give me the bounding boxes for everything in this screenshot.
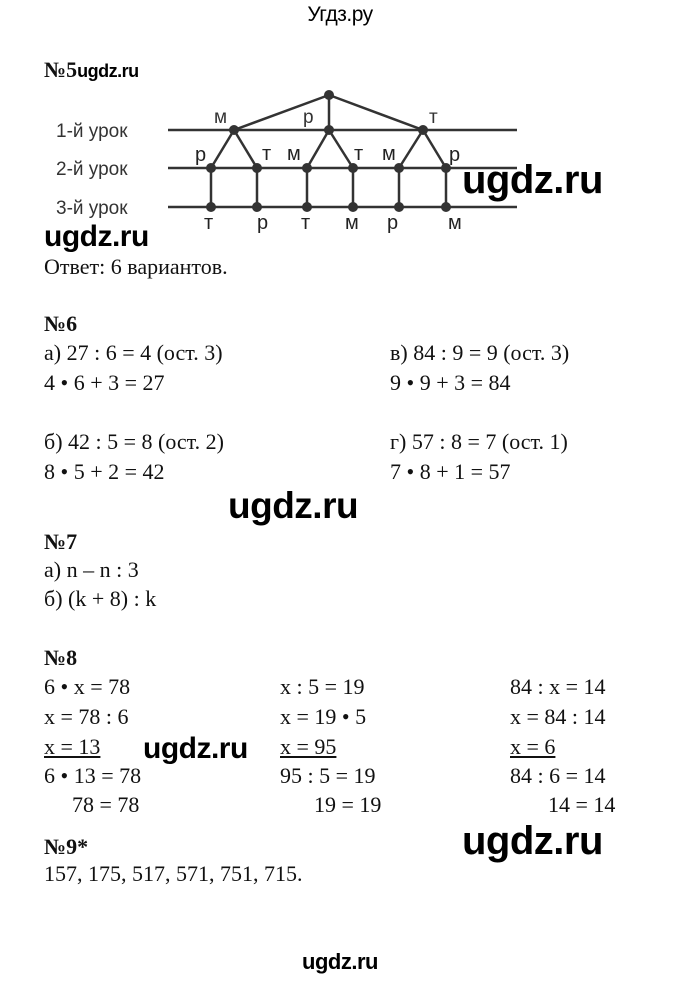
node-label: р (449, 144, 461, 166)
task8-line: 95 : 5 = 19 (280, 763, 376, 788)
task8-result: x = 95 (280, 734, 337, 759)
task9-number: №9* (44, 834, 89, 859)
watermark: ugdz.ru (228, 485, 359, 526)
task8-line: 6 • x = 78 (44, 674, 131, 699)
task8-line: 84 : x = 14 (510, 674, 606, 699)
task7-line: б) (k + 8) : k (44, 586, 157, 611)
task8-line: x = 19 • 5 (280, 704, 367, 729)
task5-answer: Ответ: 6 вариантов. (44, 254, 228, 279)
task8-line: x = 84 : 14 (510, 704, 606, 729)
task6-line: в) 84 : 9 = 9 (ост. 3) (390, 340, 570, 365)
node-label: р (303, 107, 314, 128)
watermark: ugdz.ru (143, 732, 248, 765)
task6-line: г) 57 : 8 = 7 (ост. 1) (390, 429, 568, 454)
footer-watermark: ugdz.ru (302, 949, 378, 974)
task8-line: 78 = 78 (72, 792, 140, 817)
task6-number: №6 (44, 311, 78, 336)
task8-line: 84 : 6 = 14 (510, 763, 606, 788)
task8-line: x : 5 = 19 (280, 674, 365, 699)
task6-line: а) 27 : 6 = 4 (ост. 3) (44, 340, 223, 365)
task8-line: 19 = 19 (314, 792, 382, 817)
task8-result: x = 6 (510, 734, 556, 759)
task8-result: x = 13 (44, 734, 101, 759)
task9-answer: 157, 175, 517, 571, 751, 715. (44, 861, 303, 886)
task8-number: №8 (44, 645, 78, 670)
watermark: ugdz.ru (77, 61, 139, 81)
node-label: р (257, 212, 269, 234)
lesson-tree-diagram (0, 0, 680, 240)
node-label: м (382, 143, 396, 165)
node-label: т (262, 143, 272, 165)
lesson-label: 3-й урок (56, 198, 128, 219)
node-label: м (448, 212, 462, 234)
task7-line: а) n – n : 3 (44, 557, 139, 582)
node-label: м (287, 143, 301, 165)
node-label: т (354, 143, 364, 165)
node-label: р (387, 212, 399, 234)
task6-line: б) 42 : 5 = 8 (ост. 2) (44, 429, 224, 454)
node-label: м (214, 107, 228, 128)
task8-line: 6 • 13 = 78 (44, 763, 142, 788)
task5-num: №5 (44, 57, 78, 82)
node-label: т (429, 107, 438, 128)
task6-line: 9 • 9 + 3 = 84 (390, 370, 511, 395)
node-label: р (195, 144, 207, 166)
watermark: ugdz.ru (462, 158, 603, 202)
task6-line: 8 • 5 + 2 = 42 (44, 459, 165, 484)
task6-line: 7 • 8 + 1 = 57 (390, 459, 511, 484)
task6-line: 4 • 6 + 3 = 27 (44, 370, 165, 395)
task7-number: №7 (44, 529, 78, 554)
node-label: т (301, 212, 311, 234)
task8-line: x = 78 : 6 (44, 704, 129, 729)
lesson-label: 1-й урок (56, 121, 128, 142)
watermark: ugdz.ru (44, 220, 149, 253)
node-label: т (204, 212, 214, 234)
lesson-label: 2-й урок (56, 159, 128, 180)
watermark: ugdz.ru (462, 819, 603, 863)
task8-line: 14 = 14 (548, 792, 616, 817)
node-label: м (345, 212, 359, 234)
site-header: Угдз.ру (307, 3, 373, 26)
